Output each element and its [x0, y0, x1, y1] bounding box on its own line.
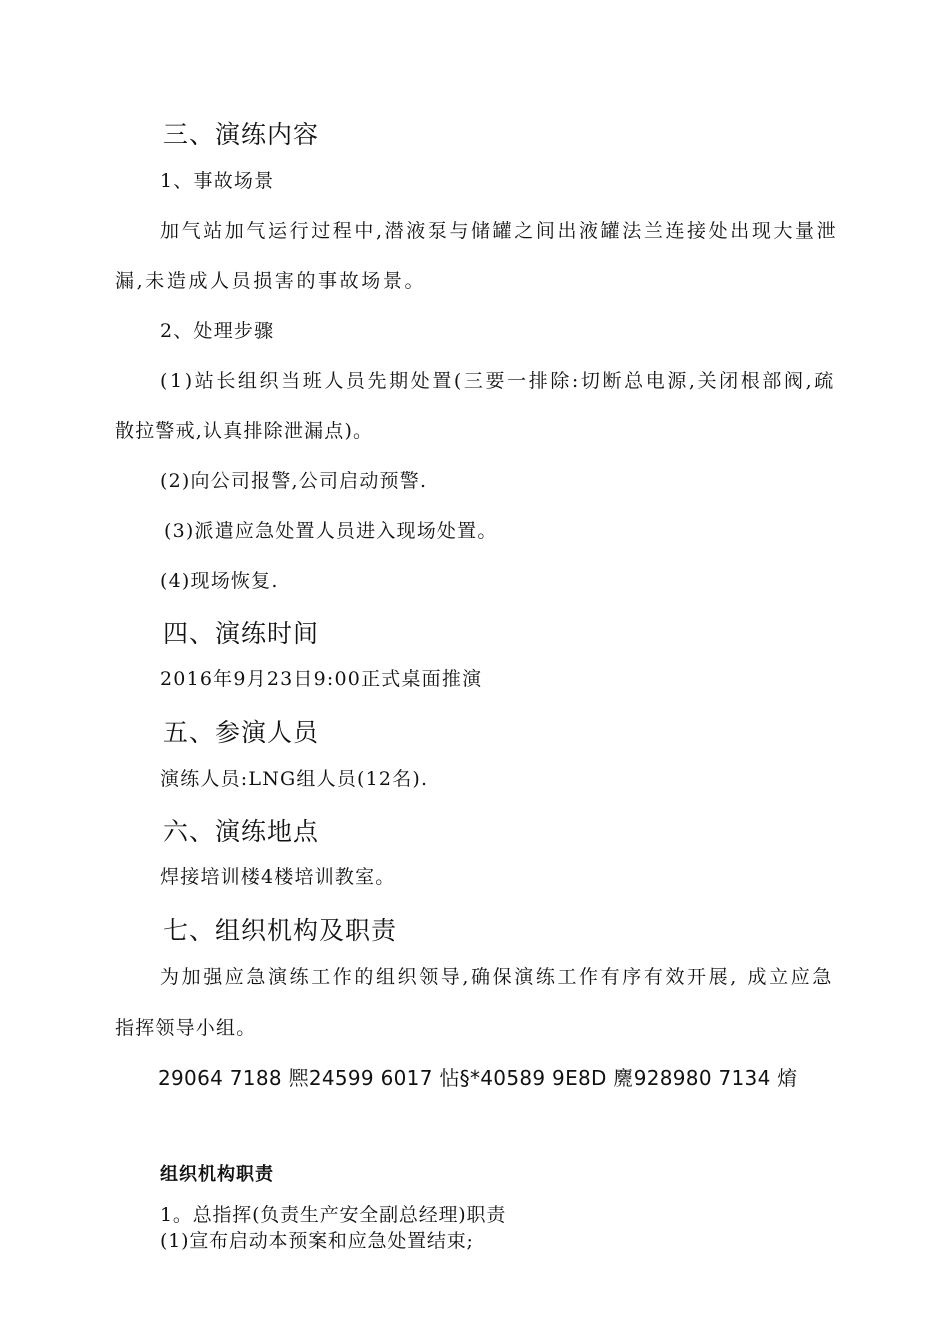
step-2: (2)向公司报警,公司启动预警. — [160, 470, 428, 492]
section-6-heading: 六、演练地点 — [163, 817, 320, 846]
paragraph-scenario-line-2: 漏,未造成人员损害的事故场景。 — [115, 270, 427, 292]
section-4-heading: 四、演练时间 — [163, 619, 320, 648]
garbled-chart-text: 29064 7188 熈24599 6017 怗§*40589 9E8D 麍928980 7134 焴 — [158, 1066, 798, 1090]
step-4: (4)现场恢复. — [160, 570, 279, 592]
commander-duty-1: (1)宣布启动本预案和应急处置结束; — [160, 1230, 474, 1252]
section-5-heading: 五、参演人员 — [163, 718, 320, 747]
organization-paragraph-line-2: 指挥领导小组。 — [115, 1017, 257, 1039]
commander-duties-heading: 1。总指挥(负责生产安全副总经理)职责 — [160, 1204, 507, 1226]
paragraph-scenario-line-1: 加气站加气运行过程中,潜液泵与储罐之间出液罐法兰连接处出现大量泄 — [160, 220, 839, 242]
drill-time: 2016年9月23日9:00正式桌面推演 — [160, 668, 483, 690]
participants: 演练人员:LNG组人员(12名). — [160, 768, 429, 790]
section-3-heading: 三、演练内容 — [163, 120, 320, 149]
step-3: (3)派遣应急处置人员进入现场处置。 — [164, 520, 498, 542]
step-1-line-1: (1)站长组织当班人员先期处置(三要一排除:切断总电源,关闭根部阀,疏 — [160, 370, 836, 392]
step-1-line-2: 散拉警戒,认真排除泄漏点)。 — [115, 420, 374, 442]
drill-location: 焊接培训楼4楼培训教室。 — [160, 866, 396, 888]
section-7-heading: 七、组织机构及职责 — [163, 916, 398, 945]
org-responsibilities-title: 组织机构职责 — [160, 1164, 274, 1185]
subheading-accident-scenario: 1、事故场景 — [160, 170, 275, 192]
subheading-procedure: 2、处理步骤 — [160, 320, 275, 342]
organization-paragraph-line-1: 为加强应急演练工作的组织领导,确保演练工作有序有效开展, 成立应急 — [160, 966, 834, 988]
